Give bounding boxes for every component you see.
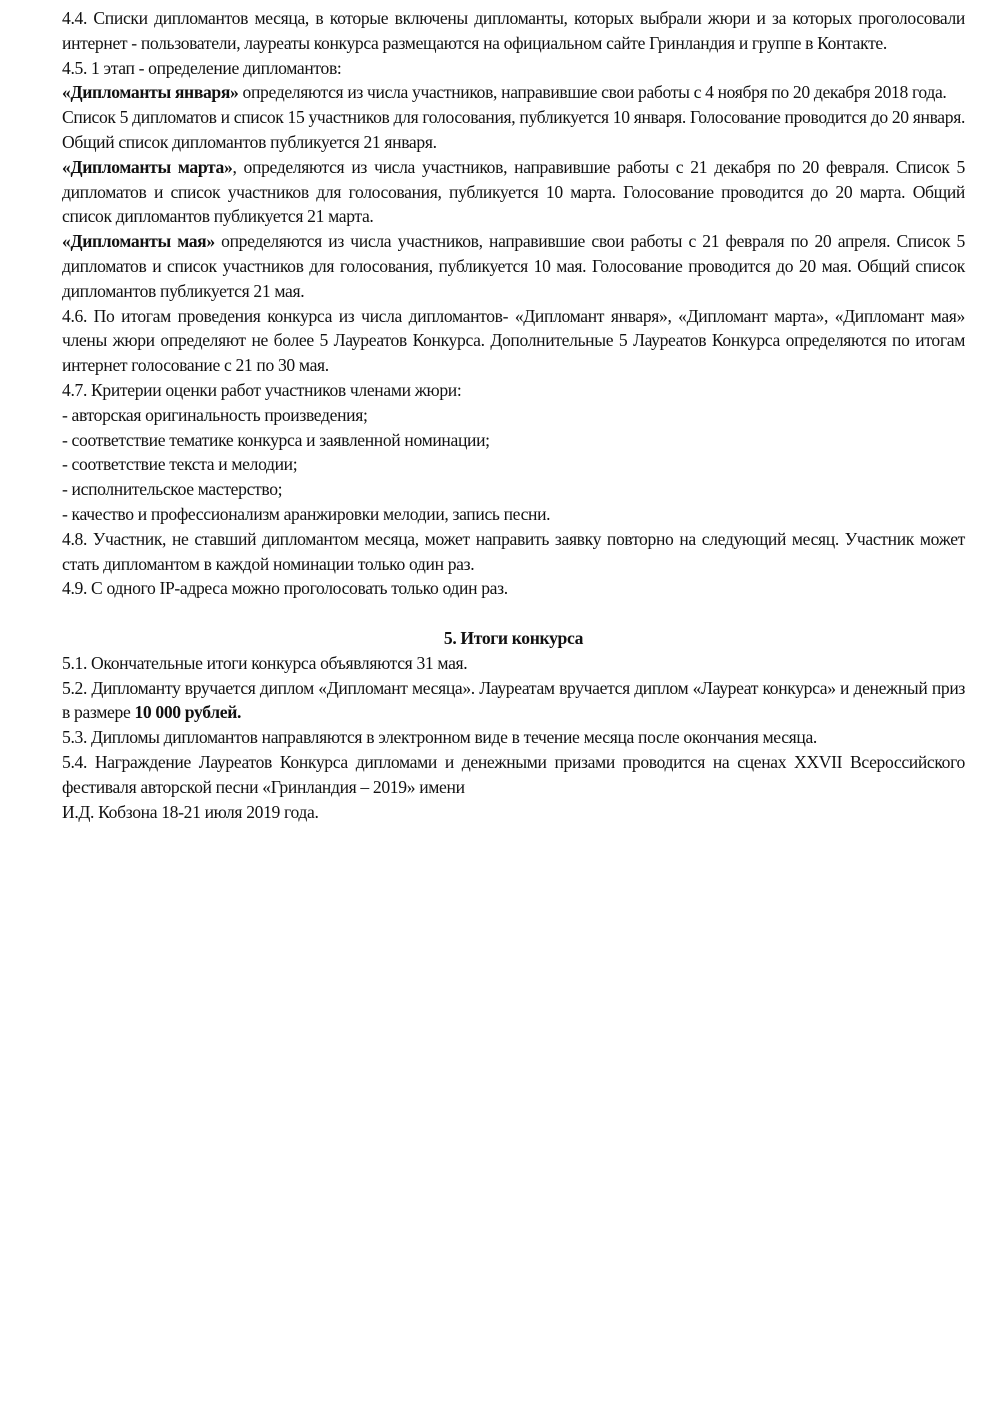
paragraph-4-4: 4.4. Списки дипломантов месяца, в которые включены дипломанты, которых выбрали жюри и за которых проголосовали интернет - пользователи, лауреаты конкурса размещаются на официальном сайте Гринландия и группе в Контакте. [62, 8, 965, 53]
criteria-item: - соответствие текста и мелодии; [62, 454, 298, 475]
paragraph-march [62, 155, 965, 229]
paragraph-5-2-text: 5.2. Дипломанту вручается диплом «Дипломант месяца». Лауреатам вручается диплом «Лауреат конкурса» и денежный приз в размере [62, 677, 965, 723]
may-label: «Дипломанты мая» [62, 231, 215, 252]
paragraph-5-3: 5.3. Дипломы дипломантов направляются в электронном виде в течение месяца после окончания месяца. [62, 727, 817, 748]
criteria-item: - исполнительское мастерство; [62, 479, 283, 500]
paragraph-5-4: 5.4. Награждение Лауреатов Конкурса дипломами и денежными призами проводится на сценах XXVII Всероссийского фестиваля авторской песни «Гринландия – 2019» имени [62, 751, 965, 797]
paragraph-4-6: 4.6. По итогам проведения конкурса из числа дипломантов- «Дипломант января», «Дипломант марта», «Дипломант мая» члены жюри определяют не более 5 Лауреатов Конкурса. Дополнительные 5 Лауреатов Конкурса определяются по итогам интернет голосование с 21 по 30 мая. [62, 305, 965, 376]
paragraph-4-9: 4.9. С одного IP-адреса можно проголосовать только один раз. [62, 578, 508, 599]
prize-amount: 10 000 рублей. [134, 702, 242, 723]
paragraph-5-4-end: И.Д. Кобзона 18-21 июля 2019 года. [62, 801, 319, 822]
may-text: определяются из числа участников, направившие свои работы с 21 февраля по 20 апреля. Список 5 дипломатов и список участников для голосования, публикуется 10 мая. Голосование проводится до 20 мая. Общий список дипломантов публикуется 21 мая. [62, 231, 965, 301]
paragraph-january [62, 80, 965, 105]
paragraph-january-voting: Список 5 дипломатов и список 15 участников для голосования, публикуется 10 января. Голосование проводится до 20 января. Общий список дипломантов публикуется 21 января. [62, 107, 965, 152]
paragraph-4-5-title: 4.5. 1 этап - определение дипломантов: [62, 57, 342, 78]
january-text: определяются из числа участников, направившие свои работы с 4 ноября по 20 декабря 2018 года. [238, 82, 947, 103]
paragraph-may [62, 229, 965, 303]
january-label: «Дипломанты января» [62, 82, 239, 103]
paragraph-5-2 [62, 676, 965, 726]
spacer [62, 601, 965, 626]
criteria-item: - качество и профессионализм аранжировки мелодии, запись песни. [62, 503, 551, 524]
paragraph-5-1: 5.1. Окончательные итоги конкурса объявляются 31 мая. [62, 652, 468, 673]
section-5-heading: 5. Итоги конкурса [443, 627, 584, 648]
criteria-item: - авторская оригинальность произведения; [62, 404, 368, 425]
criteria-item: - соответствие тематике конкурса и заявленной номинации; [62, 429, 490, 450]
paragraph-4-8: 4.8. Участник, не ставший дипломантом месяца, может направить заявку повторно на следующий месяц. Участник может стать дипломантом в каждой номинации только один раз. [62, 528, 965, 574]
march-text: , определяются из числа участников, направившие работы с 21 декабря по 20 февраля. Список 5 дипломатов и список участников для голосования, публикуется 10 марта. Голосование проводится до 20 марта. Общий список дипломантов публикуется 21 марта. [62, 156, 965, 227]
paragraph-4-7-title: 4.7. Критерии оценки работ участников членами жюри: [62, 379, 462, 400]
march-label: «Дипломанты марта» [62, 156, 233, 177]
document-page [62, 6, 965, 824]
